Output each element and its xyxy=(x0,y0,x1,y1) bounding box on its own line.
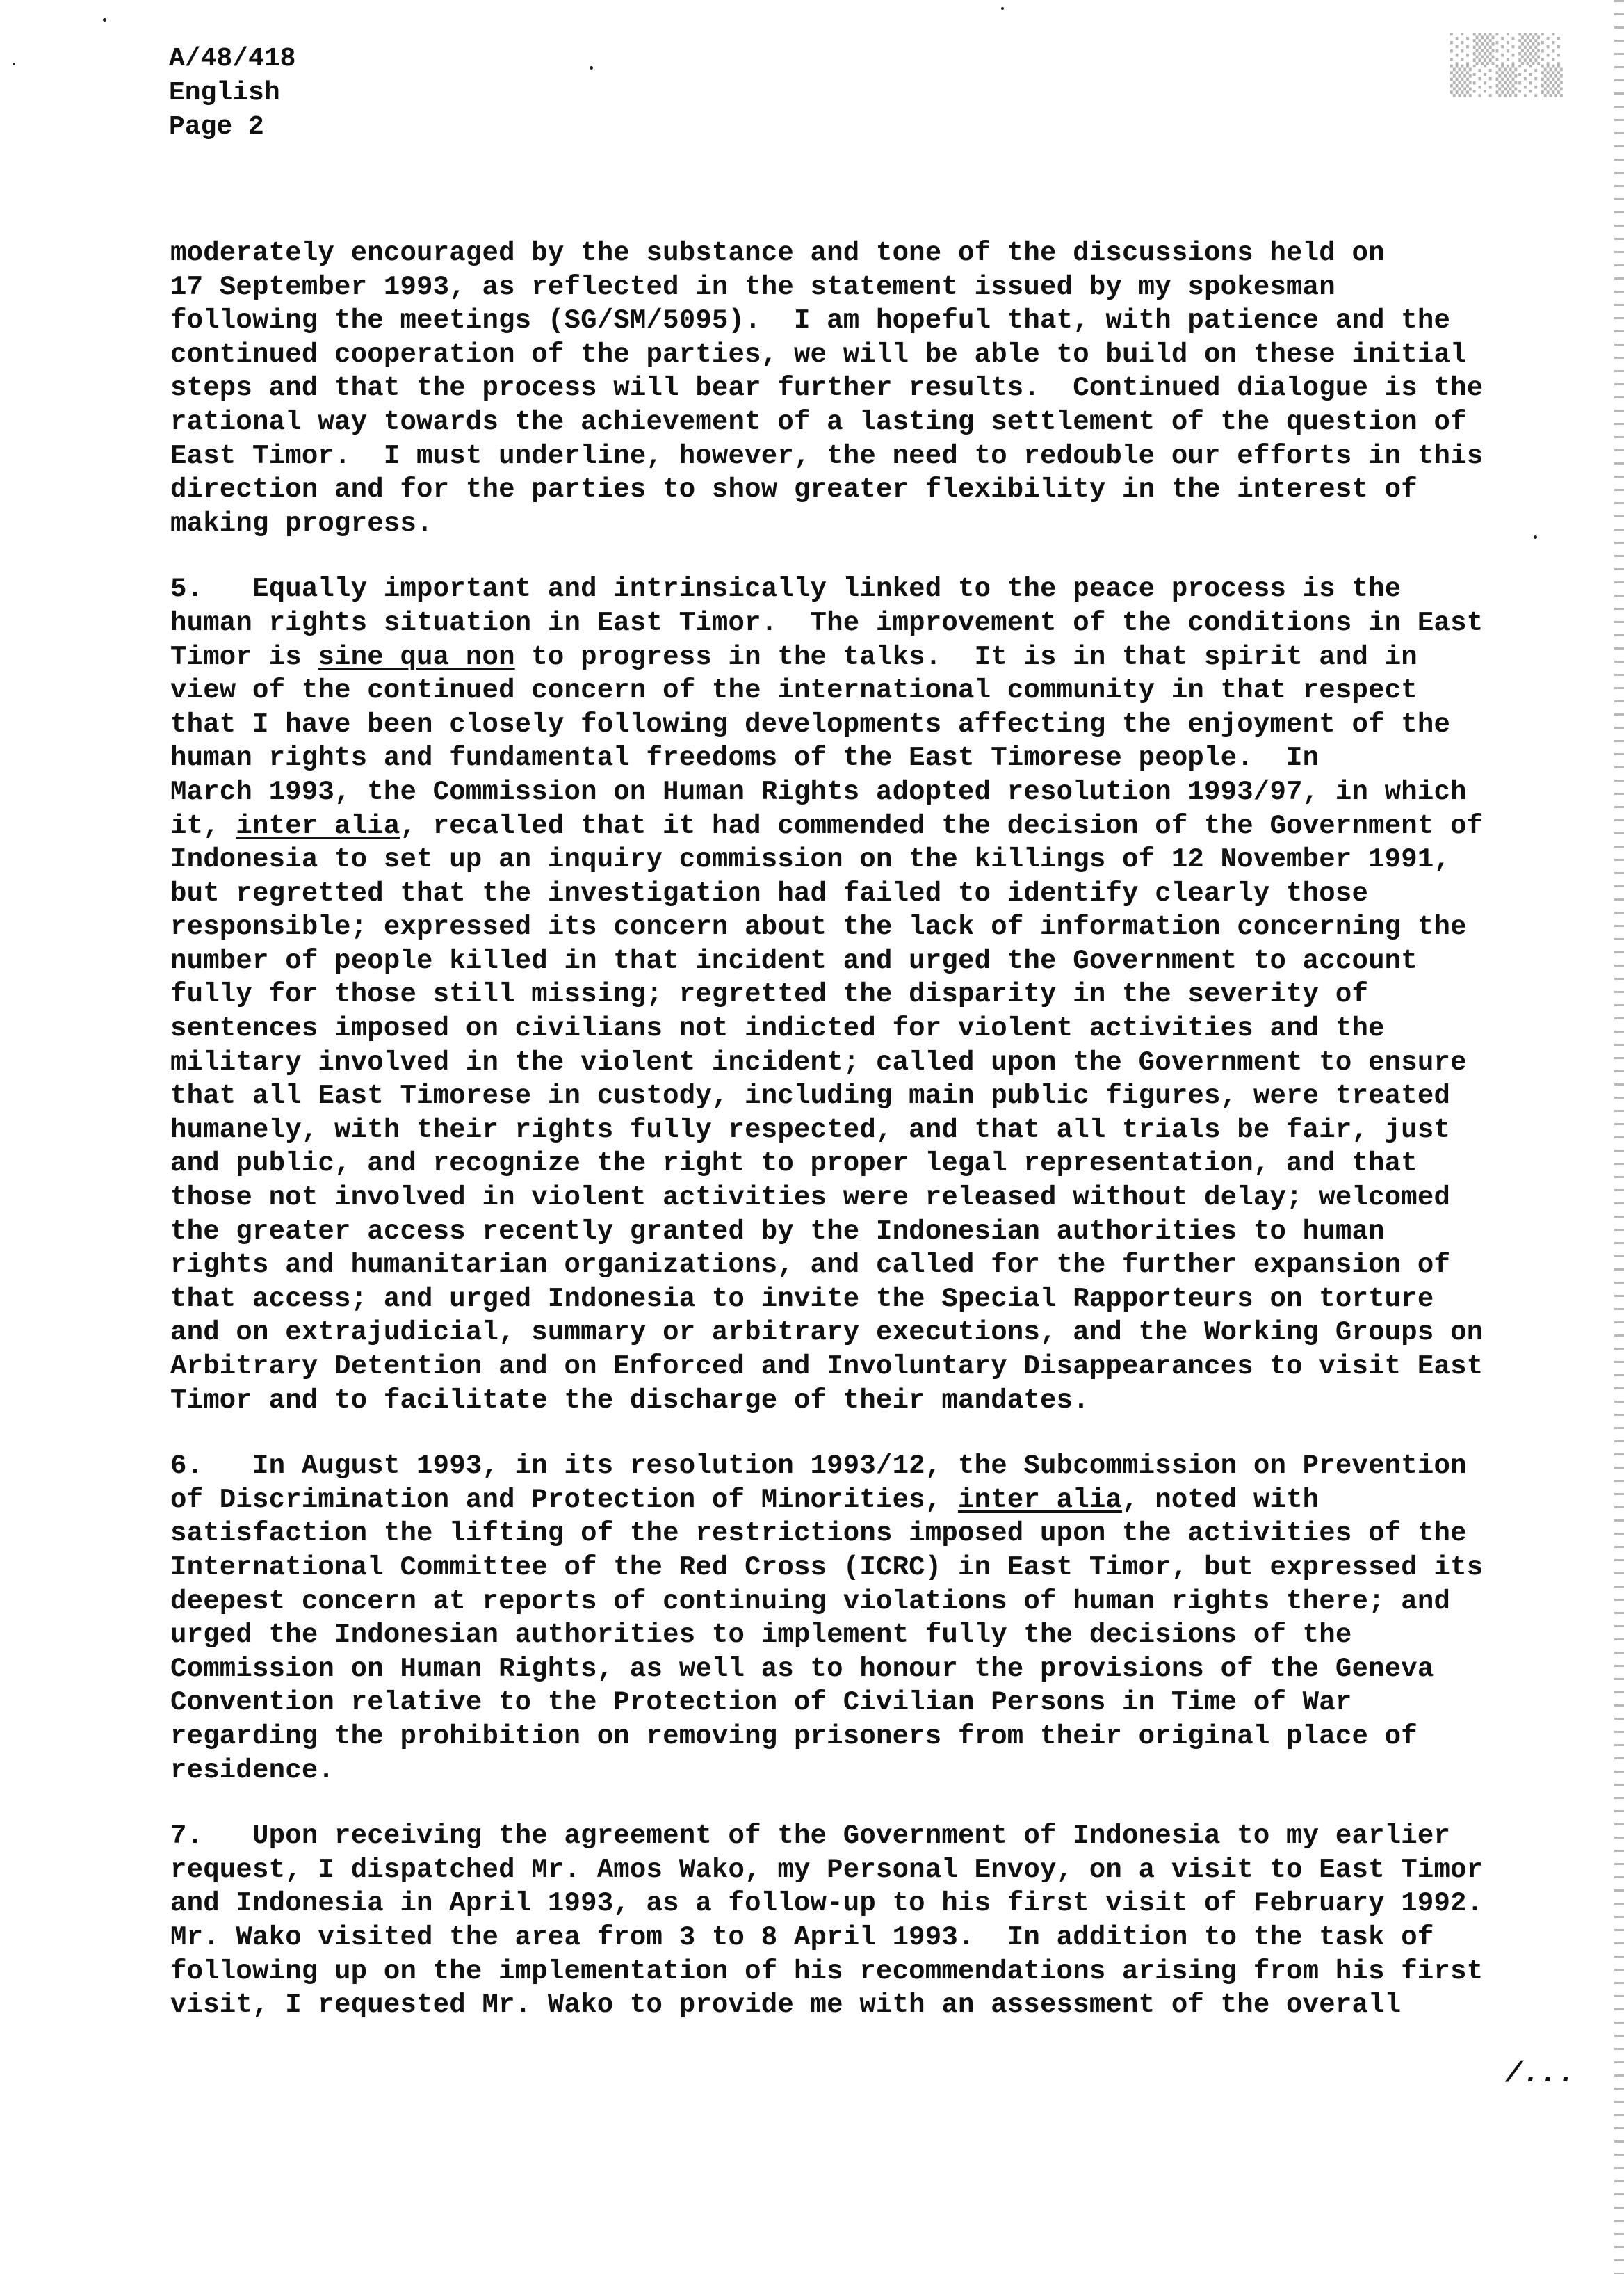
text-line: continued cooperation of the parties, we will be able to build on these initial xyxy=(170,339,1467,370)
text-line: 7. Upon receiving the agreement of the Government of Indonesia to my earlier xyxy=(170,1821,1451,1852)
text-line: and on extrajudicial, summary or arbitrary executions, and the Working Groups on xyxy=(170,1317,1484,1348)
text-line: of Discrimination and Protection of Minorities, inter alia, noted with xyxy=(170,1484,1320,1515)
text-line: fully for those still missing; regretted the disparity in the severity of xyxy=(170,979,1369,1010)
text-line: Arbitrary Detention and on Enforced and Involuntary Disappearances to visit East xyxy=(170,1351,1484,1382)
document-symbol: A/48/418 xyxy=(169,44,296,74)
text-line: Indonesia to set up an inquiry commission on the killings of 12 November 1991, xyxy=(170,844,1451,876)
text-line: responsible; expressed its concern about the lack of information concerning the xyxy=(170,912,1467,943)
text-line: view of the continued concern of the international community in that respect xyxy=(170,675,1418,707)
text-line: International Committee of the Red Cross (ICRC) in East Timor, but expressed its xyxy=(170,1551,1484,1583)
stamp-mark: ░▒░▒░ ▒░▒░▒ xyxy=(1450,33,1564,97)
document-header xyxy=(169,42,295,144)
scan-speck xyxy=(590,66,593,70)
text-line: March 1993, the Commission on Human Rights adopted resolution 1993/97, in which xyxy=(170,776,1467,807)
scan-speck xyxy=(1001,7,1004,10)
text-line: Timor and to facilitate the discharge of their mandates. xyxy=(170,1385,1089,1416)
text-line: 6. In August 1993, in its resolution 1993/12, the Subcommission on Prevention xyxy=(170,1451,1467,1482)
text-line: following up on the implementation of his recommendations arising from his first xyxy=(170,1956,1484,1987)
text-line: rational way towards the achievement of a lasting settlement of the question of xyxy=(170,406,1467,437)
text-line: following the meetings (SG/SM/5095). I am hopeful that, with patience and the xyxy=(170,305,1451,337)
text-line: that access; and urged Indonesia to invite the Special Rapporteurs on torture xyxy=(170,1283,1434,1314)
continuation-mark: /... xyxy=(1505,2057,1575,2090)
paragraph-2 xyxy=(170,572,1582,1417)
text-line: residence. xyxy=(170,1755,335,1786)
text-line: military involved in the violent incident; called upon the Government to ensure xyxy=(170,1047,1467,1078)
text-line: Convention relative to the Protection of Civilian Persons in Time of War xyxy=(170,1687,1352,1718)
text-line: number of people killed in that incident and urged the Government to account xyxy=(170,945,1418,976)
text-line: the greater access recently granted by the Indonesian authorities to human xyxy=(170,1216,1385,1247)
text-line: visit, I requested Mr. Wako to provide me with an assessment of the overall xyxy=(170,1990,1402,2021)
text-line: human rights and fundamental freedoms of the East Timorese people. In xyxy=(170,743,1320,774)
text-line: making progress. xyxy=(170,508,433,539)
text-line: 5. Equally important and intrinsically linked to the peace process is the xyxy=(170,574,1402,605)
scan-speck xyxy=(103,18,106,22)
text-line: Timor is sine qua non to progress in the talks. It is in that spirit and in xyxy=(170,641,1418,672)
text-line: regarding the prohibition on removing prisoners from their original place of xyxy=(170,1720,1418,1752)
text-line: steps and that the process will bear further results. Continued dialogue is the xyxy=(170,373,1484,404)
text-line: request, I dispatched Mr. Amos Wako, my Personal Envoy, on a visit to East Timor xyxy=(170,1854,1484,1885)
paragraph-1 xyxy=(170,236,1582,540)
text-line: direction and for the parties to show greater flexibility in the interest of xyxy=(170,474,1418,506)
text-line: that I have been closely following developments affecting the enjoyment of the xyxy=(170,709,1451,740)
document-body xyxy=(170,236,1582,2054)
text-line: satisfaction the lifting of the restrictions imposed upon the activities of the xyxy=(170,1518,1467,1549)
text-line: urged the Indonesian authorities to implement fully the decisions of the xyxy=(170,1620,1352,1651)
text-line: humanely, with their rights fully respected, and that all trials be fair, just xyxy=(170,1114,1451,1145)
scan-edge-artifact xyxy=(1614,0,1624,2274)
document-language: English xyxy=(169,78,280,108)
underlined-term: sine qua non xyxy=(318,641,515,672)
text-line: and Indonesia in April 1993, as a follow-up to his first visit of February 1992. xyxy=(170,1888,1484,1919)
paragraph-3 xyxy=(170,1449,1582,1787)
text-line: East Timor. I must underline, however, the need to redouble our efforts in this xyxy=(170,440,1484,471)
text-line: moderately encouraged by the substance and tone of the discussions held on xyxy=(170,238,1385,268)
text-line: Mr. Wako visited the area from 3 to 8 April 1993. In addition to the task of xyxy=(170,1921,1434,1953)
text-line: rights and humanitarian organizations, and called for the further expansion of xyxy=(170,1250,1451,1281)
text-line: human rights situation in East Timor. The improvement of the conditions in East xyxy=(170,607,1484,638)
scan-speck xyxy=(1534,535,1537,539)
underlined-term: inter alia xyxy=(236,810,400,841)
text-line: Commission on Human Rights, as well as to honour the provisions of the Geneva xyxy=(170,1653,1434,1684)
text-line: those not involved in violent activities were released without delay; welcomed xyxy=(170,1182,1451,1213)
text-line: 17 September 1993, as reflected in the statement issued by my spokesman xyxy=(170,271,1335,303)
underlined-term: inter alia xyxy=(957,1484,1123,1515)
text-line: it, inter alia, recalled that it had commended the decision of the Government of xyxy=(170,810,1484,841)
text-line: and public, and recognize the right to proper legal representation, and that xyxy=(170,1148,1418,1179)
scan-speck xyxy=(13,63,15,65)
text-line: that all East Timorese in custody, including main public figures, were treated xyxy=(170,1081,1451,1112)
text-line: deepest concern at reports of continuing violations of human rights there; and xyxy=(170,1586,1451,1617)
text-line: but regretted that the investigation had failed to identify clearly those xyxy=(170,878,1369,909)
paragraph-4 xyxy=(170,1819,1582,2022)
text-line: sentences imposed on civilians not indicted for violent activities and the xyxy=(170,1013,1385,1045)
page-number: Page 2 xyxy=(169,112,264,142)
